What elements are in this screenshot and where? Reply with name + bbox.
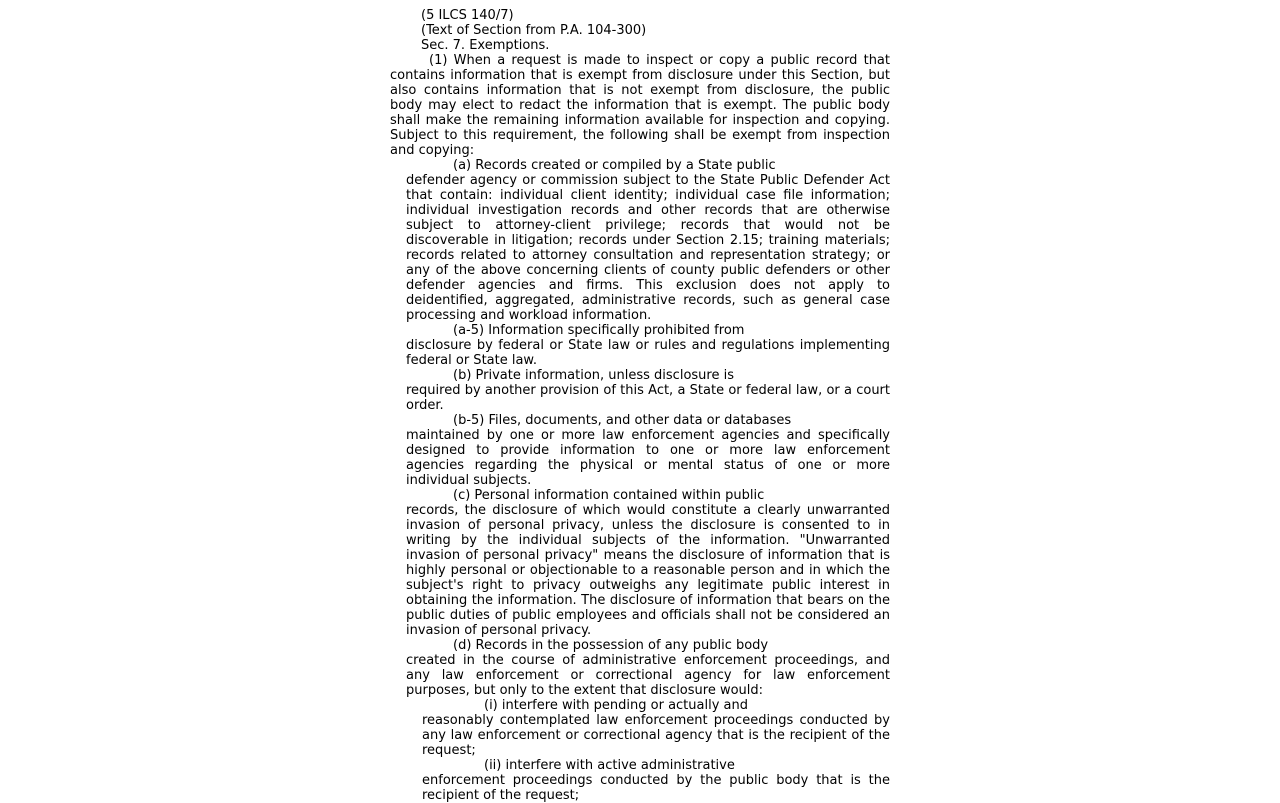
subitem-body: enforcement proceedings conducted by the public body that is the recipient of the request;: [422, 773, 890, 803]
exemption-body: created in the course of administrative enforcement proceedings, and any law enforcement or correctional agency for law enforcement purposes, but only to the extent that disclosure would:: [406, 653, 890, 698]
statute-citation: (5 ILCS 140/7): [421, 8, 514, 23]
exemption-lead: (c) Personal information contained within public: [453, 488, 765, 503]
exemption-d-ii: [422, 758, 890, 803]
section-title: Sec. 7. Exemptions.: [421, 38, 550, 53]
exemption-d-i: [422, 698, 890, 758]
exemption-b-5: [406, 413, 890, 488]
exemption-d: [406, 638, 890, 698]
subitem-lead: (ii) interfere with active administrative: [484, 758, 735, 773]
exemption-b: [406, 368, 890, 413]
exemption-a-5: [406, 323, 890, 368]
exemption-a: [406, 158, 890, 323]
exemption-lead: (b-5) Files, documents, and other data or databases: [453, 413, 792, 428]
source-note: (Text of Section from P.A. 104-300): [421, 23, 647, 38]
subitem-body: reasonably contemplated law enforcement proceedings conducted by any law enforcement or correctional agency that is the recipient of the request;: [422, 713, 890, 758]
exemption-lead: (a-5) Information specifically prohibited from: [453, 323, 745, 338]
exemption-body: maintained by one or more law enforcement agencies and specifically designed to provide information to one or more law enforcement agencies regarding the physical or mental status of one or more individual subjects.: [406, 428, 890, 488]
intro-paragraph: (1) When a request is made to inspect or copy a public record that contains information that is exempt from disclosure under this Section, but also contains information that is not exempt from disclosure, the public body may elect to redact the information that is exempt. The public body shall make the remaining information available for inspection and copying. Subject to this requirement, the following shall be exempt from inspection and copying:: [390, 53, 890, 158]
subitem-lead: (i) interfere with pending or actually and: [484, 698, 748, 713]
exemption-body: disclosure by federal or State law or rules and regulations implementing federal or State law.: [406, 338, 890, 368]
exemption-body: required by another provision of this Act, a State or federal law, or a court order.: [406, 383, 890, 413]
exemption-lead: (b) Private information, unless disclosure is: [453, 368, 734, 383]
exemption-lead: (d) Records in the possession of any public body: [453, 638, 769, 653]
exemption-c: [406, 488, 890, 638]
exemption-body: defender agency or commission subject to the State Public Defender Act that contain: individual client identity; individual case file information; individual investigation records and other records that are otherwise subject to attorney-client privilege; records that would not be discoverable in litigation; records under Section 2.15; training materials; records related to attorney consultation and representation strategy; or any of the above concerning clients of county public defenders or other defender agencies and firms. This exclusion does not apply to deidentified, aggregated, administrative records, such as general case processing and workload information.: [406, 173, 890, 323]
statute-document: [390, 8, 890, 803]
exemption-body: records, the disclosure of which would constitute a clearly unwarranted invasion of personal privacy, unless the disclosure is consented to in writing by the individual subjects of the information. "Unwarranted invasion of personal privacy" means the disclosure of information that is highly personal or objectionable to a reasonable person and in which the subject's right to privacy outweighs any legitimate public interest in obtaining the information. The disclosure of information that bears on the public duties of public employees and officials shall not be considered an invasion of personal privacy.: [406, 503, 890, 638]
exemption-lead: (a) Records created or compiled by a State public: [453, 158, 776, 173]
